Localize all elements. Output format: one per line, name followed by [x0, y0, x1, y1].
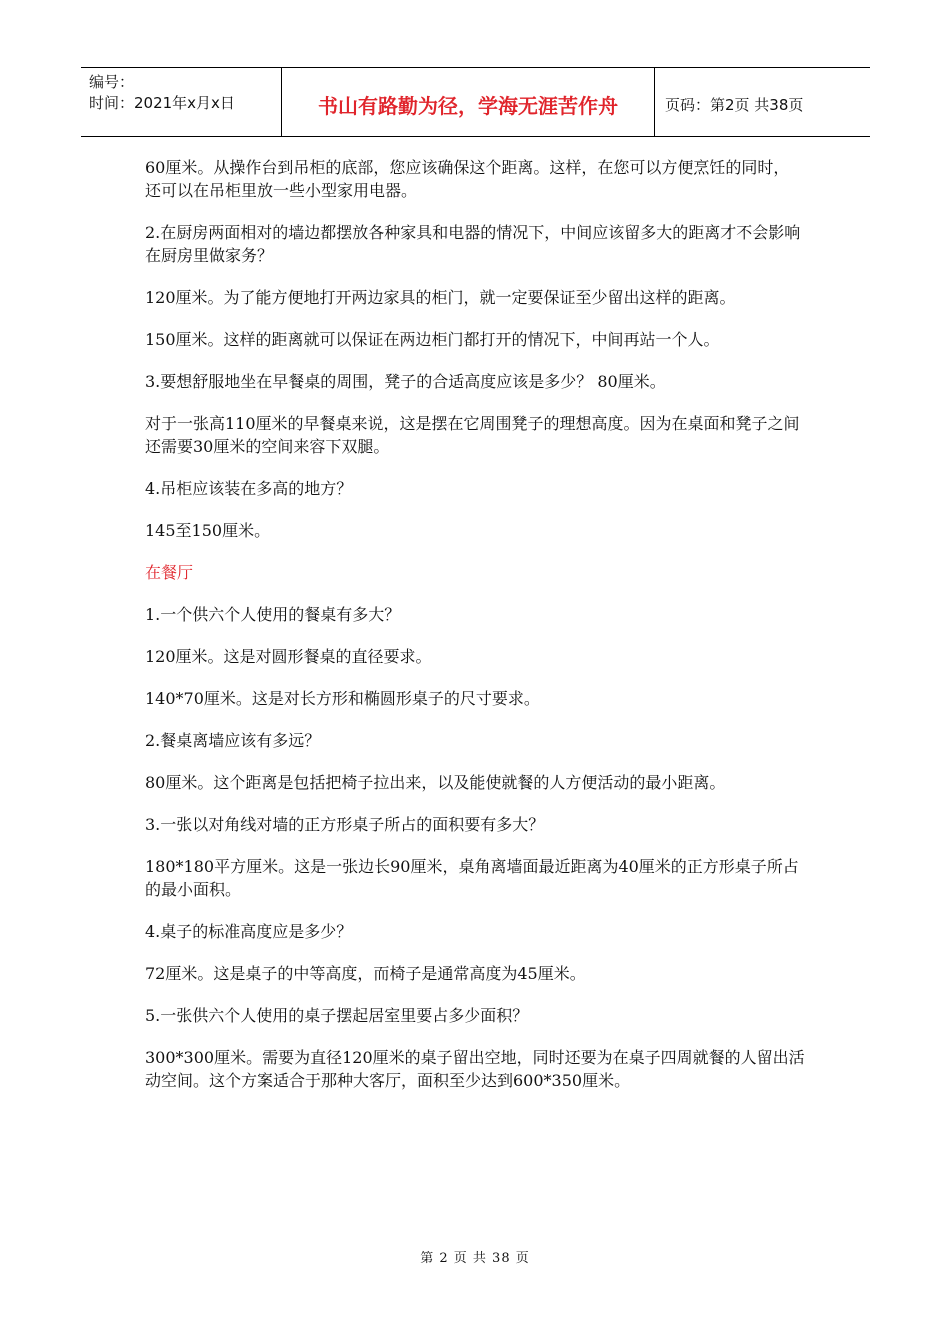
paragraph: 72厘米。这是桌子的中等高度，而椅子是通常高度为45厘米。 [145, 964, 586, 983]
question: 3.要想舒服地坐在早餐桌的周围，凳子的合适高度应该是多少？ 80厘米。 [145, 372, 666, 391]
header-motto: 书山有路勤为径，学海无涯苦作舟 [282, 68, 655, 136]
question: 4.桌子的标准高度应是多少？ [145, 922, 353, 941]
paragraph: 80厘米。这个距离是包括把椅子拉出来，以及能使就餐的人方便活动的最小距离。 [145, 773, 726, 792]
paragraph: 300*300厘米。需要为直径120厘米的桌子留出空地，同时还要为在桌子四周就餐的人留出活动空间。这个方案适合于那种大客厅，面积至少达到600*350厘米。 [145, 1048, 805, 1090]
section-heading-dining-room: 在餐厅 [145, 563, 194, 582]
paragraph: 180*180平方厘米。这是一张边长90厘米，桌角离墙面最近距离为40厘米的正方形桌子所占的最小面积。 [145, 857, 799, 899]
document-number-label: 编号： [89, 73, 135, 91]
page-footer: 第 2 页 共 38 页 [420, 1251, 530, 1266]
document-body [145, 156, 805, 1111]
document-time-label: 时间：2021年x月x日 [89, 94, 235, 112]
header-page-info: 页码：第2页 共38页 [665, 95, 804, 114]
paragraph: 对于一张高110厘米的早餐桌来说，这是摆在它周围凳子的理想高度。因为在桌面和凳子之间还需要30厘米的空间来容下双腿。 [145, 414, 800, 456]
paragraph: 120厘米。为了能方便地打开两边家具的柜门，就一定要保证至少留出这样的距离。 [145, 288, 736, 307]
question: 5.一张供六个人使用的桌子摆起居室里要占多少面积？ [145, 1006, 529, 1025]
paragraph: 145至150厘米。 [145, 521, 271, 540]
question: 4.吊柜应该装在多高的地方？ [145, 479, 353, 498]
paragraph: 120厘米。这是对圆形餐桌的直径要求。 [145, 647, 432, 666]
question: 2.在厨房两面相对的墙边都摆放各种家具和电器的情况下，中间应该留多大的距离才不会影响在厨房里做家务？ [145, 223, 801, 265]
question: 1.一个供六个人使用的餐桌有多大？ [145, 605, 401, 624]
question: 3.一张以对角线对墙的正方形桌子所占的面积要有多大？ [145, 815, 545, 834]
page-header [81, 67, 870, 137]
question: 2.餐桌离墙应该有多远？ [145, 731, 321, 750]
paragraph: 150厘米。这样的距离就可以保证在两边柜门都打开的情况下，中间再站一个人。 [145, 330, 720, 349]
paragraph: 60厘米。从操作台到吊柜的底部，您应该确保这个距离。这样，在您可以方便烹饪的同时，还可以在吊柜里放一些小型家用电器。 [145, 158, 790, 200]
header-meta [81, 68, 282, 136]
paragraph: 140*70厘米。这是对长方形和椭圆形桌子的尺寸要求。 [145, 689, 540, 708]
